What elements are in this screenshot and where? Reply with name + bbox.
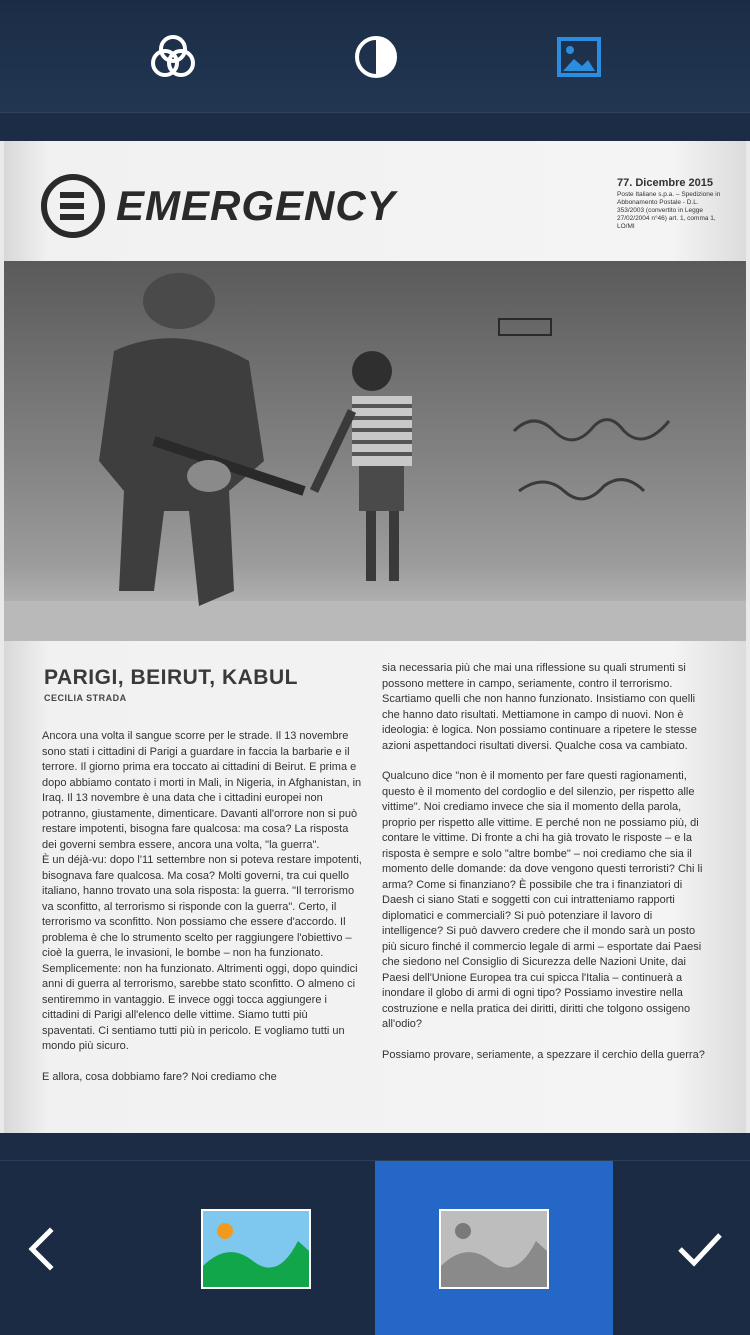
color-filter-button[interactable] [146, 30, 200, 84]
top-spacer [0, 113, 750, 141]
paragraph: Possiamo provare, seriamente, a spezzare il cerchio della guerra? [382, 1048, 705, 1061]
article-right-column [382, 661, 707, 1078]
confirm-button[interactable] [676, 1227, 724, 1271]
image-icon [552, 30, 606, 84]
color-filter-thumbnail[interactable] [201, 1209, 311, 1289]
issue-meta: Poste Italiane s.p.a. – Spedizione in Abbonamento Postale - D.L. 353/2003 (convertito in Legge 27/02/2004 n°46) art. 1, comma 1, LO/MI [617, 191, 721, 230]
soldier-and-child-photo [4, 261, 746, 641]
grayscale-filter-thumbnail[interactable] [439, 1209, 549, 1289]
article-left-column [42, 729, 362, 1100]
document-preview [0, 141, 750, 1133]
paragraph: Ancora una volta il sangue scorre per le strade. Il 13 novembre sono stati i cittadini di Parigi a guardare in faccia la barbarie e il terrore. Il giorno prima era toccato ai cittadini di Beirut. E prima e dopo abbiamo contato i morti in Mali, in Nigeria, in Afghanistan, in Iraq. Il 13 novembre è una data che i cittadini europei non potranno, giustamente, dimenticare. Davanti all'orrore non si può restare impotenti, bisogna fare qualcosa: ma cosa? La risposta dei governi sembra essere, ancora una volta, "la guerra". È un déjà-vu: dopo l'11 settembre non si poteva restare impotenti, bisognava fare qualcosa. Ma cosa? Molti governi, tra cui quello italiano, hanno trovato una sola risposta: la guerra. "Il terrorismo va sconfitto, al terrorismo si risponde con la guerra". Certo, il terrorismo va sconfitto. Non possiamo che essere d'accordo. Il problema è che lo strumento scelto per raggiungere l'obiettivo – cioè la guerra, le invasioni, le bombe – non ha funzionato. Semplicemente: non ha funzionato. Altrimenti oggi, dopo quindici anni di guerra al terrorismo, sarebbe stato sconfitto. O almeno ci sentiremmo in vantaggio. E invece oggi tocca aggiungere i cittadini di Parigi all'elenco delle vittime. Siamo tutti più spaventati. Ci sentiamo tutti più in pericolo. E vogliamo tutti un mondo più sicuro. [42, 730, 362, 1052]
paragraph: sia necessaria più che mai una riflessione su quali strumenti si possono mettere in campo, seriamente, contro il terrorismo. Scartiamo quelli che non hanno funzionato. Insistiamo con quelli che hanno dato risultati. Mettiamone in campo di nuovi. Non è ideologia: è logica. Non possiamo continuare a ripetere le stesse azioni aspettandoci risultati diversi. Qualche cosa va cambiato. [382, 662, 697, 752]
grayscale-landscape-icon [441, 1211, 547, 1287]
image-adjust-button[interactable] [552, 30, 606, 84]
emergency-logo-icon [40, 173, 106, 239]
brand-name: EMERGENCY [116, 182, 396, 229]
issue-info [617, 177, 727, 231]
contrast-icon [349, 30, 403, 84]
bottom-spacer [0, 1133, 750, 1160]
color-landscape-icon [203, 1211, 309, 1287]
article-byline: CECILIA STRADA [44, 693, 127, 703]
top-toolbar [0, 0, 750, 113]
chevron-left-icon [22, 1227, 62, 1271]
checkmark-icon [676, 1227, 724, 1271]
article-headline: PARIGI, BEIRUT, KABUL [44, 666, 298, 689]
masthead [40, 173, 396, 239]
issue-date: 77. Dicembre 2015 [617, 177, 714, 189]
cover-photo [4, 261, 746, 641]
paragraph: Qualcuno dice "non è il momento per fare questi ragionamenti, questo è il momento del cordoglio e del silenzio, per rispetto alle vittime". Noi crediamo invece che sia il momento della parola, proprio per rispetto alle vittime. E perché non ne possiamo più, di contare le vittime. Di fronte a chi ha già trovato le risposte – e la risposta è sempre e solo "altre bombe" – noi crediamo che sia il momento delle domande: da dove vengono questi terroristi? Chi li arma? Come si finanziano? È possibile che tra i finanziatori di Daesh ci siano Stati e soggetti con cui intratteniamo rapporti diplomatici e commerciali? Si può potenziare il lavoro di intelligence? Si può davvero credere che il mondo sarà un posto più sicuro finché il commercio legale di armi – esportate dai Paesi che siedono nel Consiglio di Sicurezza delle Nazioni Unite, dai Paesi dell'Unione Europea tra cui spicca l'Italia – continuerà a inondare il globo di armi di ogni tipo? Possiamo investire nella costruzione e nella pratica dei diritti, diritti che tolgono ossigeno all'odio? [382, 770, 703, 1030]
contrast-button[interactable] [349, 30, 403, 84]
paragraph: E allora, cosa dobbiamo fare? Noi crediamo che [42, 1070, 277, 1083]
bottom-toolbar [0, 1160, 750, 1335]
color-filter-icon [146, 30, 200, 84]
back-button[interactable] [22, 1227, 62, 1271]
